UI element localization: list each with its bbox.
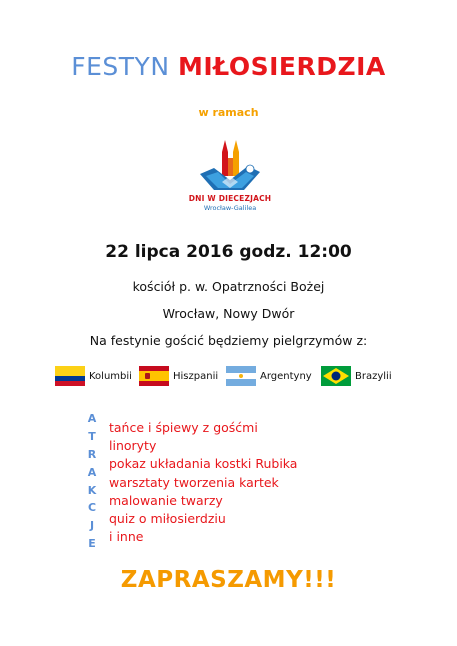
festival-title — [0, 52, 457, 81]
country-colombia — [55, 366, 132, 386]
event-date: 22 lipca 2016 godz. 12:00 — [105, 242, 352, 262]
list-item: quiz o miłosierdziu — [109, 510, 226, 526]
subtitle: w ramach — [198, 106, 259, 119]
title-word-festyn: FESTYN — [71, 52, 170, 81]
list-item: malowanie twarzy — [109, 492, 223, 508]
invitation-text: ZAPRASZAMY!!! — [120, 567, 337, 593]
country-argentina — [226, 366, 312, 386]
spain-flag-icon — [139, 366, 169, 386]
attractions-letter: J — [89, 519, 95, 533]
attractions-list — [109, 419, 297, 546]
list-item: pokaz układania kostki Rubika — [109, 456, 298, 472]
list-item: tańce i śpiewy z gośćmi — [109, 420, 258, 435]
country-label: Hiszpanii — [173, 370, 219, 382]
attractions-letter: T — [88, 429, 96, 443]
logo-text-wroclaw: Wrocław-Galilea — [203, 204, 257, 212]
country-brazil — [321, 366, 392, 386]
argentina-flag-icon — [226, 366, 256, 386]
attractions-letter: E — [88, 537, 96, 551]
countries-row — [55, 366, 405, 386]
country-label: Kolumbii — [89, 370, 132, 382]
attractions-vertical-letters — [86, 410, 98, 553]
event-place: kościół p. w. Opatrzności Bożej — [132, 279, 325, 294]
colombia-flag-icon — [55, 366, 85, 386]
list-item: warsztaty tworzenia kartek — [109, 474, 279, 490]
list-item: i inne — [109, 529, 144, 545]
logo-text-dni: DNI W DIECEZJACH — [188, 194, 272, 203]
brazil-flag-icon — [321, 366, 351, 386]
attractions-letter: A — [87, 412, 97, 425]
country-label: Argentyny — [260, 370, 312, 382]
attractions-letter: C — [87, 501, 97, 515]
country-label: Brazylii — [355, 370, 392, 382]
attractions-letter: R — [87, 447, 97, 461]
title-word-milosierdzia: MIŁOSIERDZIA — [177, 52, 386, 81]
event-city: Wrocław, Nowy Dwór — [162, 306, 295, 321]
list-item: linoryty — [109, 438, 157, 454]
guests-intro: Na festynie gościć będziemy pielgrzymów z: — [89, 333, 368, 348]
attractions-letter: A — [87, 465, 97, 479]
church-boat-icon — [192, 136, 268, 196]
country-spain — [139, 366, 218, 386]
attractions-letter: K — [87, 483, 97, 497]
